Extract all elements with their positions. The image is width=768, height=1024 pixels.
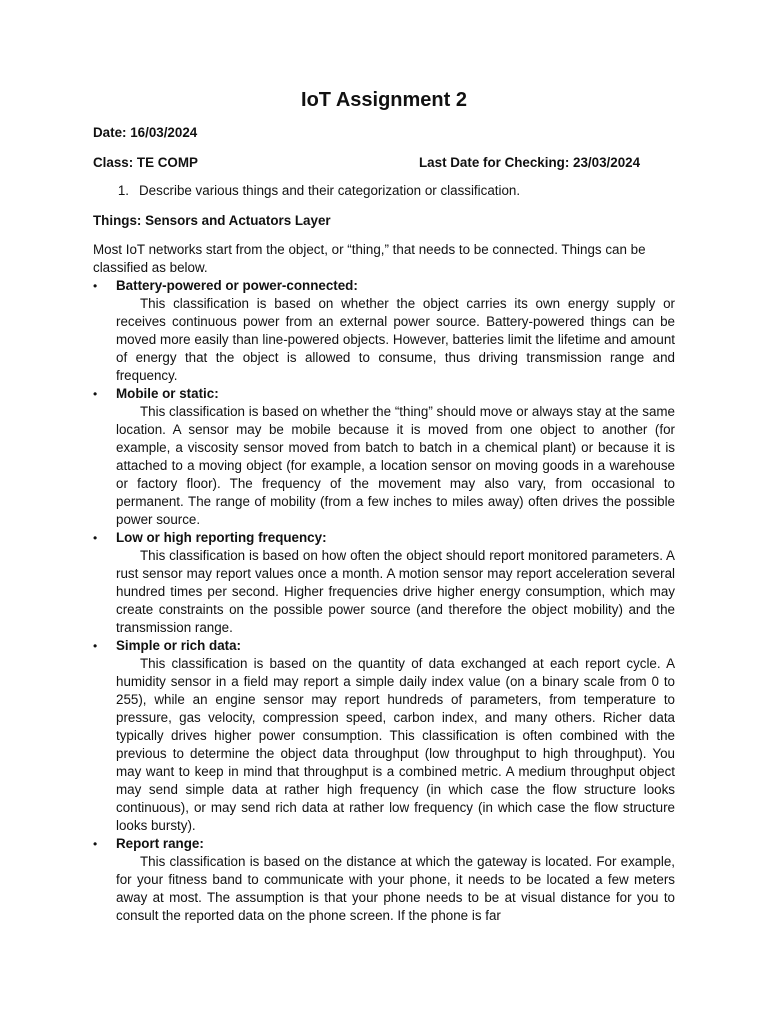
- bullet-icon: •: [93, 279, 98, 293]
- class-label: Class: TE COMP: [93, 155, 198, 170]
- item-body: This classification is based on whether the object carries its own energy supply or receives continuous power from an external power source. Battery-powered things can be moved more easily than line-powered objects. However, batteries limit the lifetime and amount of energy that the object is allowed to consume, thus driving transmission range and frequency.: [116, 296, 675, 383]
- document-title: IoT Assignment 2: [301, 89, 467, 111]
- bullet-icon: •: [93, 531, 98, 545]
- item-body: This classification is based on how often the object should report monitored parameters. A rust sensor may report values once a month. A motion sensor may report acceleration several hundred times per second. Higher frequencies drive higher energy consumption, which may create constraints on the possible power source (and therefore the object mobility) and the transmission range.: [116, 548, 675, 635]
- list-item: [93, 277, 675, 385]
- document-page: [93, 86, 675, 925]
- list-item: [93, 529, 675, 637]
- list-item: [93, 637, 675, 835]
- bullet-icon: •: [93, 837, 98, 851]
- item-heading: Low or high reporting frequency:: [116, 530, 327, 545]
- bullet-icon: •: [93, 387, 98, 401]
- bullet-icon: •: [93, 639, 98, 653]
- classification-list: [93, 277, 675, 925]
- item-heading: Battery-powered or power-connected:: [116, 278, 358, 293]
- item-heading: Report range:: [116, 836, 204, 851]
- question-item: [93, 182, 675, 200]
- item-body: This classification is based on the quantity of data exchanged at each report cycle. A humidity sensor in a field may report a simple daily index value (on a binary scale from 0 to 255), while an engine sensor may report hundreds of parameters, from temperature to pressure, gas velocity, compression speed, carbon index, and many others. Richer data typically drives higher power consumption. This classification is often combined with the previous to determine the object data throughput (low throughput to high throughput). You may want to keep in mind that throughput is a combined metric. A medium throughput object may send simple data at rather high frequency (in which case the flow structure looks continuous), or may send rich data at rather low frequency (in which case the flow structure looks bursty).: [116, 656, 675, 833]
- list-item: [93, 385, 675, 529]
- question-text: Describe various things and their categorization or classification.: [139, 183, 521, 198]
- list-item: [93, 835, 675, 925]
- intro-paragraph: Most IoT networks start from the object, or “thing,” that needs to be connected. Things can be classified as below.: [93, 242, 646, 275]
- item-heading: Simple or rich data:: [116, 638, 242, 653]
- item-body: This classification is based on whether the “thing” should move or always stay at the same location. A sensor may be mobile because it is moved from one object to another (for example, a viscosity sensor moved from batch to batch in a chemical plant) or because it is attached to a moving object (for example, a location sensor on moving goods in a warehouse or factory floor). The frequency of the movement may also vary, from occasional to permanent. The range of mobility (from a few inches to miles away) often drives the possible power source.: [116, 404, 675, 527]
- question-number: 1.: [117, 183, 129, 198]
- item-body: This classification is based on the distance at which the gateway is located. For example, for your fitness band to communicate with your phone, it needs to be located a few meters away at most. The assumption is that your phone needs to be at visual distance for you to consult the reported data on the phone screen. If the phone is far: [116, 854, 675, 923]
- item-heading: Mobile or static:: [116, 386, 219, 401]
- last-date-label: Last Date for Checking: 23/03/2024: [419, 155, 641, 170]
- section-heading: Things: Sensors and Actuators Layer: [93, 213, 331, 228]
- date-line: Date: 16/03/2024: [93, 125, 198, 140]
- class-row: [93, 154, 675, 172]
